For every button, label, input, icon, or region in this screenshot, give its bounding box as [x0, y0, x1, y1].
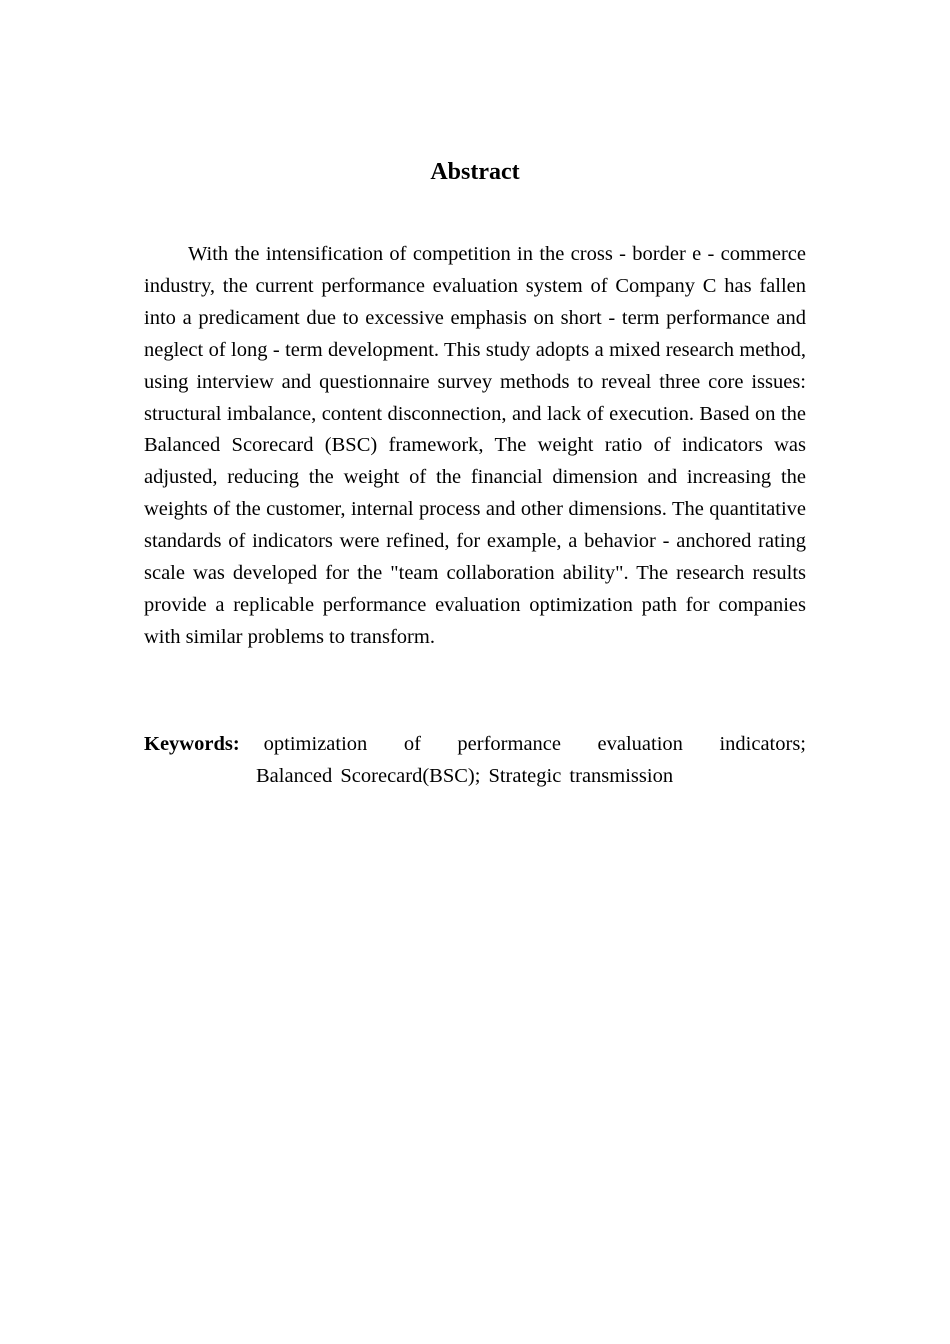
page-title: Abstract [430, 159, 520, 185]
keyword-word: indicators; [719, 733, 806, 755]
keyword-item: Strategic transmission [488, 765, 674, 787]
abstract-paragraph: With the intensification of competition in the cross - border e - commerce industry, the current performance evaluation system of Company C has fallen into a predicament due to excessive emphasis on short - term performance and neglect of long - term development. This study adopts a mixed research method, using interview and questionnaire survey methods to reveal three core issues: structural imbalance, content disconnection, and lack of execution. Based on the Balanced Scorecard (BSC) framework, The weight ratio of indicators was adjusted, reducing the weight of the financial dimension and increasing the weights of the customer, internal process and other dimensions. The quantitative standards of indicators were refined, for example, a behavior - anchored rating scale was developed for the "team collaboration ability". The research results provide a replicable performance evaluation optimization path for companies with similar problems to transform. [144, 243, 806, 648]
keyword-word: evaluation [597, 733, 683, 755]
keyword-word: optimization [263, 733, 368, 755]
keyword-item: Balanced Scorecard(BSC); [256, 765, 481, 787]
keywords-line-1 [144, 728, 806, 760]
keywords-label: Keywords: [144, 733, 240, 755]
keywords-line-2 [144, 760, 806, 792]
keyword-word: performance [457, 733, 561, 755]
keyword-item [264, 728, 806, 760]
keywords-section [144, 728, 806, 792]
keyword-word: of [403, 733, 421, 755]
